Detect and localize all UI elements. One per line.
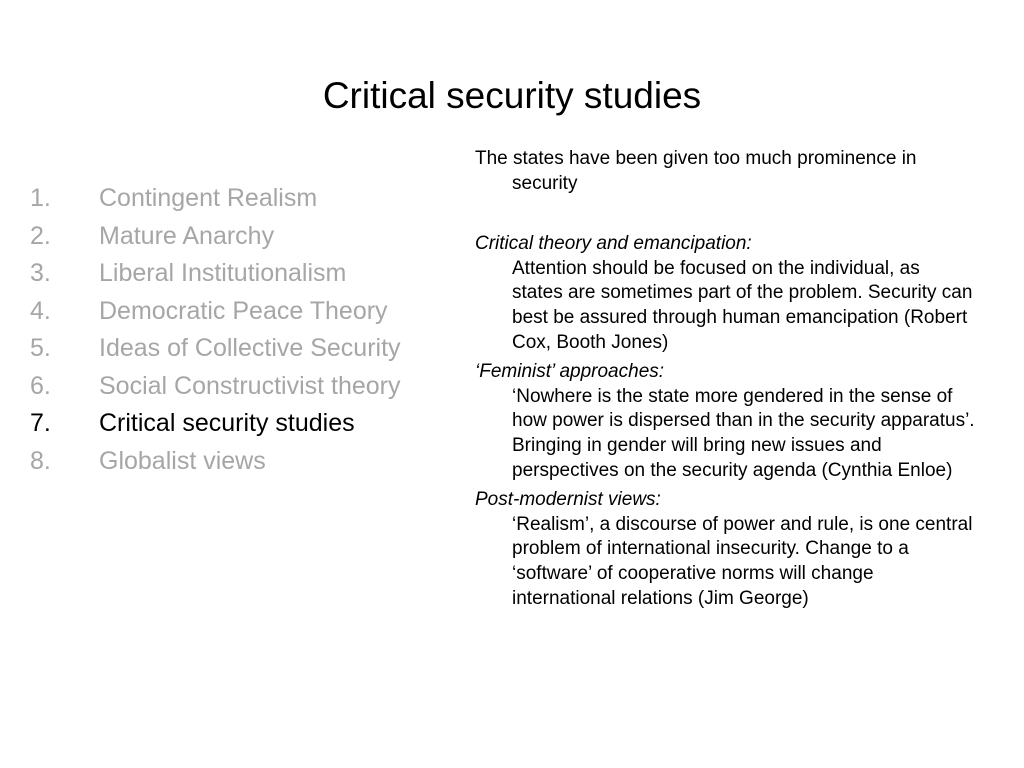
section-post-modernist [475, 488, 975, 611]
topic-number: 8. [30, 446, 51, 475]
topic-label: Liberal Institutionalism [99, 259, 347, 287]
topic-label: Social Constructivist theory [99, 371, 401, 400]
topic-item-7 [30, 405, 401, 443]
topic-number: 1. [30, 184, 51, 212]
topic-list [30, 180, 401, 480]
content-column [475, 147, 975, 611]
topic-label: Ideas of Collective Security [99, 334, 401, 362]
topic-item-2 [30, 218, 401, 256]
section-feminist [475, 360, 975, 483]
topic-number: 5. [30, 334, 51, 362]
topic-item-6 [30, 368, 401, 406]
topic-item-1 [30, 180, 401, 218]
topic-label: Contingent Realism [99, 184, 318, 212]
section-body: ‘Nowhere is the state more gendered in the sense of how power is dispersed than in the security apparatus’. Bringing in gender will bring new issues and perspectives on the security agenda (Cynthia Enloe) [512, 385, 975, 481]
section-critical-theory [475, 232, 975, 355]
section-heading: ‘Feminist’ approaches: [475, 361, 665, 383]
section-body: Attention should be focused on the individual, as states are sometimes part of the problem. Security can best be assured through human emancipation (Robert Cox, Booth Jones) [512, 257, 973, 353]
topic-number: 3. [30, 259, 51, 287]
topic-number: 6. [30, 371, 51, 400]
section-body: ‘Realism’, a discourse of power and rule, is one central problem of international insecurity. Change to a ‘software’ of cooperative norms will change international relations (Jim George) [512, 513, 973, 609]
topic-number: 4. [30, 296, 51, 325]
topic-item-8 [30, 443, 401, 481]
topic-item-4 [30, 293, 401, 331]
spacer [475, 196, 975, 232]
topic-number: 2. [30, 221, 51, 250]
topic-label: Mature Anarchy [99, 221, 275, 250]
topic-item-3 [30, 255, 401, 293]
topic-label: Democratic Peace Theory [99, 296, 388, 325]
intro-paragraph: The states have been given too much prominence in security [475, 148, 917, 194]
topic-item-5 [30, 330, 401, 368]
slide-title: Critical security studies [322, 75, 702, 116]
topic-number: 7. [30, 409, 51, 437]
topic-label: Critical security studies [99, 409, 355, 437]
topic-label: Globalist views [99, 446, 266, 475]
section-heading: Post-modernist views: [475, 489, 661, 511]
section-heading: Critical theory and emancipation: [475, 233, 752, 255]
